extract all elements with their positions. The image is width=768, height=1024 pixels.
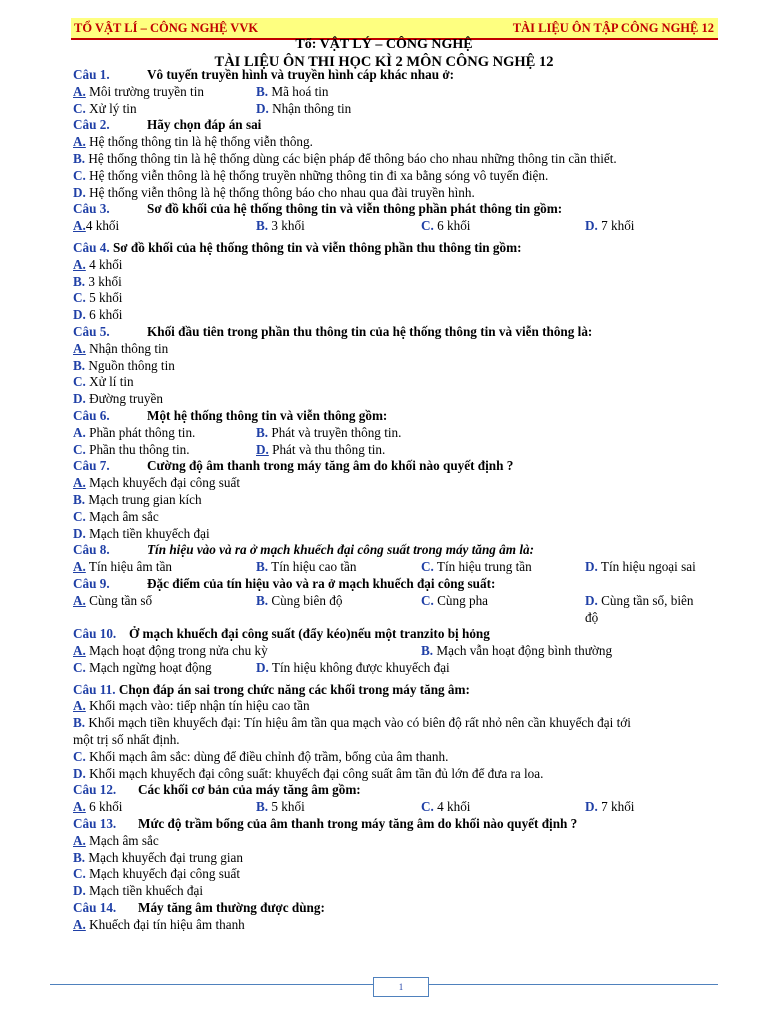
- answer-row: C. Xử lý tin D. Nhận thông tin: [73, 100, 352, 116]
- answer-b: B. Hệ thống thông tin là hệ thống dùng các biện pháp để thông báo cho nhau những thông tin cần thiết.: [73, 150, 617, 166]
- answer-a: A. Nhận thông tin: [73, 340, 169, 356]
- answer-row: A. Phần phát thông tin. B. Phát và truyền thông tin.: [73, 424, 402, 440]
- answer-d: D. Khối mạch khuyếch đại công suất: khuyếch đại công suất âm tần đủ lớn để đưa ra loa.: [73, 765, 544, 781]
- page-header: [71, 18, 718, 38]
- answer-b: B. Mạch khuyếch đại trung gian: [73, 849, 243, 865]
- header-left: TỔ VẬT LÍ – CÔNG NGHỆ VVK: [74, 21, 259, 35]
- answer-c: C. 5 khối: [73, 290, 123, 306]
- question-number: Câu 1.: [73, 67, 110, 82]
- answer-row: A. Môi trường truyền tin B. Mã hoá tin: [73, 83, 329, 99]
- answer-c: C. Mạch âm sắc: [73, 508, 159, 524]
- answer-a: A. Hệ thống thông tin là hệ thống viễn thông.: [73, 134, 313, 150]
- question-1: [73, 67, 733, 84]
- page-number: 1: [373, 977, 429, 997]
- answer-b: B. Nguồn thông tin: [73, 357, 175, 373]
- header-right: TÀI LIỆU ÔN TẬP CÔNG NGHỆ 12: [512, 21, 714, 35]
- question-12: Câu 12. Các khối cơ bản của máy tăng âm gồm:: [73, 782, 361, 798]
- question-7: Câu 7. Cường độ âm thanh trong máy tăng âm do khối nào quyết định ?: [73, 458, 514, 474]
- answer-a: A. Mạch âm sắc: [73, 832, 159, 848]
- question-4: Câu 4. Sơ đồ khối của hệ thống thông tin và viễn thông phần thu thông tin gồm:: [73, 239, 522, 255]
- question-14: Câu 14. Máy tăng âm thường được dùng:: [73, 900, 325, 916]
- question-10: Câu 10. Ở mạch khuếch đại công suất (đẩy kéo)nếu một tranzito bị hỏng: [73, 626, 490, 642]
- answer-d: D. Đường truyền: [73, 391, 163, 407]
- answer-row: A. Cùng tần số B. Cùng biên độ C. Cùng pha D. Cùng tần số, biên: [73, 592, 694, 608]
- question-list: [73, 67, 733, 934]
- answer-row: C. Phần thu thông tin. D. Phát và thu thông tin.: [73, 441, 386, 457]
- answer-row: A. Tín hiệu âm tần B. Tín hiệu cao tần C. Tín hiệu trung tần D. Tín hiệu ngoại sai: [73, 559, 696, 575]
- answer-row: A. 6 khối B. 5 khối C. 4 khối D. 7 khối: [73, 799, 635, 815]
- answer-d: D. Mạch tiền khuếch đại: [73, 883, 204, 899]
- question-6: Câu 6. Một hệ thống thông tin và viễn thông gồm:: [73, 407, 388, 423]
- answer-row: A.4 khối B. 3 khối C. 6 khối D. 7 khối: [73, 218, 635, 234]
- answer-c: C. Mạch khuyếch đại công suất: [73, 866, 241, 882]
- answer-b: B. Khối mạch tiền khuyếch đại: Tín hiệu âm tần qua mạch vào có biên độ rất nhỏ nên cần khuyếch đại tới: [73, 715, 631, 731]
- question-8: Câu 8. Tín hiệu vào và ra ở mạch khuếch đại công suất trong máy tăng âm là:: [73, 542, 534, 558]
- doc-title-main: TÀI LIỆU ÔN THI HỌC KÌ 2 MÔN CÔNG NGHỆ 12: [214, 54, 554, 70]
- answer-a: A. Khuếch đại tín hiệu âm thanh: [73, 916, 245, 932]
- question-13: Câu 13. Mức độ trầm bổng của âm thanh trong máy tăng âm do khối nào quyết định ?: [73, 816, 578, 832]
- answer-row: A. Mạch hoạt động trong nửa chu kỳ B. Mạch vẫn hoạt động bình thường: [73, 643, 613, 659]
- question-2: Câu 2. Hãy chọn đáp án sai: [73, 117, 262, 133]
- question-3: Câu 3. Sơ đồ khối của hệ thống thông tin và viễn thông phần phát thông tin gồm:: [73, 201, 563, 217]
- answer-c: C. Xử lí tin: [73, 374, 134, 390]
- answer-row: C. Mạch ngừng hoạt động D. Tín hiệu không được khuyếch đại: [73, 659, 450, 675]
- answer-c: C. Khối mạch âm sắc: dùng để điều chỉnh độ trầm, bổng của âm thanh.: [73, 748, 449, 764]
- answer-d: D. Hệ thống viễn thông là hệ thống thông báo cho nhau qua đài truyền hình.: [73, 184, 475, 200]
- question-11: Câu 11. Chọn đáp án sai trong chức năng các khối trong máy tăng âm:: [73, 681, 470, 697]
- answer-b-continuation: một trị số nhất định.: [73, 732, 180, 748]
- answer-d: D. Mạch tiền khuyếch đại: [73, 525, 210, 541]
- answer-d: D. 6 khối: [73, 307, 123, 323]
- question-text: Vô tuyến truyền hình và truyền hình cáp khác nhau ở:: [147, 67, 455, 82]
- answer-continuation: độ: [585, 609, 599, 625]
- question-5: Câu 5. Khối đầu tiên trong phần thu thông tin của hệ thống thông tin và viễn thông là:: [73, 323, 593, 339]
- question-9: Câu 9. Đặc điểm của tín hiệu vào và ra ở mạch khuếch đại công suất:: [73, 575, 496, 591]
- doc-title-department: Tổ: VẬT LÝ – CÔNG NGHỆ: [295, 37, 473, 52]
- answer-a: A. 4 khối: [73, 256, 123, 272]
- answer-b: B. Mạch trung gian kích: [73, 491, 202, 507]
- answer-a: A. Khối mạch vào: tiếp nhận tín hiệu cao tần: [73, 698, 310, 714]
- answer-c: C. Hệ thống viễn thông là hệ thống truyền những thông tin đi xa bằng sóng vô tuyến điện.: [73, 167, 549, 183]
- answer-b: B. 3 khối: [73, 273, 122, 289]
- answer-a: A. Mạch khuyếch đại công suất: [73, 475, 241, 491]
